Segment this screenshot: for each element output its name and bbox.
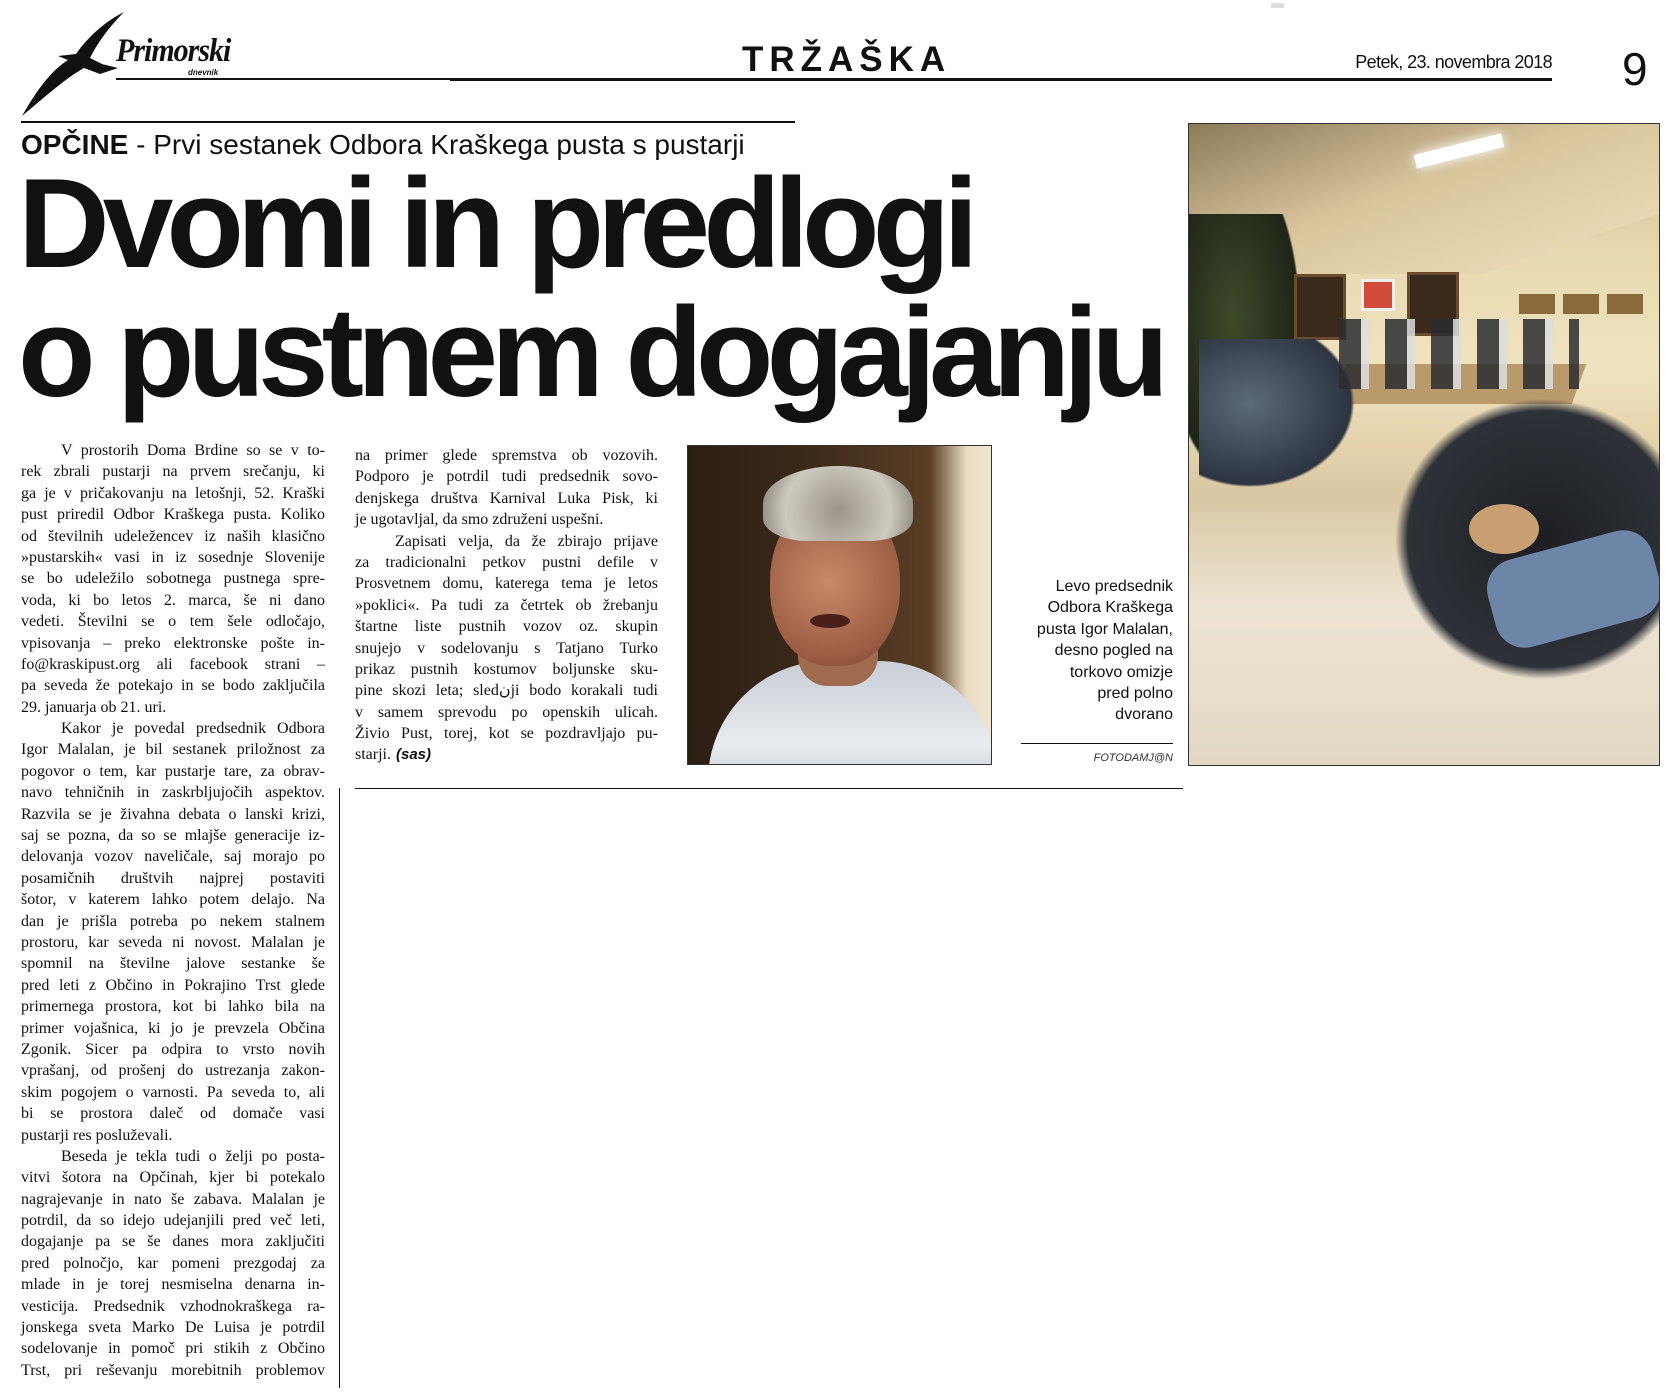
- text-line: [21, 1360, 325, 1381]
- caption-line: torkovo omizje: [1069, 663, 1173, 681]
- text-line-content: je ugotavljal, da smo združeni uspešni.: [355, 511, 604, 529]
- text-line: [355, 445, 658, 466]
- text-line: [21, 654, 325, 675]
- text-line: [21, 1146, 325, 1167]
- text-line-content: Trst, pri reševanju morebitnih problemov: [21, 1361, 325, 1379]
- text-line-content: od številnih udeležencev iz naših klasično: [21, 527, 325, 545]
- text-line: [21, 996, 325, 1017]
- text-line: [21, 825, 325, 846]
- text-line-content: ga je v pričakovanju na letošnji, 52. Kraški: [21, 484, 325, 502]
- text-line-content: vprašanj, od prošenj do ustrezanja zakon-: [21, 1062, 325, 1080]
- caption-line: Odbora Kraškega: [1047, 599, 1173, 617]
- seagull-logo-icon: [18, 8, 128, 120]
- logo: [18, 8, 238, 120]
- text-line-content: posamičnih društvih najprej postaviti: [21, 869, 325, 887]
- text-line: [355, 552, 658, 573]
- text-line-content: štartne liste pustnih vozov oz. skupin: [355, 618, 658, 636]
- text-line: [21, 782, 325, 803]
- text-line: [21, 804, 325, 825]
- text-line: [21, 1338, 325, 1359]
- text-line: [21, 1103, 325, 1124]
- text-line-content: vpisovanja – preko elektronske pošte in-: [21, 634, 325, 652]
- text-line-content: Igor Malalan, je bil sestanek priložnost za: [21, 741, 325, 759]
- photo-credit: FOTODAMJ@N: [1093, 752, 1173, 764]
- text-line: [21, 483, 325, 504]
- text-line-content: starji.: [355, 746, 391, 764]
- portrait-photo: [687, 445, 992, 765]
- section-title: TRŽAŠKA: [742, 40, 952, 79]
- text-line-content: dogajanje pa se še danes mora zaključiti: [21, 1233, 325, 1251]
- text-line-content: za tradicionalni petkov pustni defile v: [355, 553, 658, 571]
- text-line-content: pust priredil Odbor Kraškega pusta. Koliko: [21, 506, 325, 524]
- text-line: [21, 1231, 325, 1252]
- text-line-content: vitvi šotora na Opčinah, kjer bi potekalo: [21, 1169, 325, 1187]
- text-line: [21, 1210, 325, 1231]
- text-line: [21, 1018, 325, 1039]
- text-line-content: Podporo je potrdil tudi predsednik sovo-: [355, 468, 658, 486]
- text-line: [21, 1125, 325, 1146]
- text-line: [21, 718, 325, 739]
- caption-line: pusta Igor Malalan,: [1036, 620, 1173, 638]
- article-column-2: [355, 445, 658, 766]
- text-line: [21, 697, 325, 718]
- text-line-content: Razvila se je živahna debata o lanski krizi,: [21, 805, 325, 823]
- page-number: 9: [1622, 43, 1648, 95]
- text-line-content: vesticija. Predsednik vzhodnokraškega ra-: [21, 1297, 325, 1315]
- caption-line: pred polno: [1097, 685, 1173, 703]
- text-line-content: dan je prišla potreba po nekem stalnem: [21, 912, 325, 930]
- header-rule-left: [116, 78, 450, 80]
- text-line-content: bi se prostora daleč od domače vasi: [21, 1105, 325, 1123]
- text-line: [355, 466, 658, 487]
- text-line: [21, 932, 325, 953]
- kicker-label: OPČINE: [21, 129, 129, 160]
- text-line-content: Zapisati velja, da že zbirajo prijave: [395, 532, 658, 550]
- text-line: [21, 739, 325, 760]
- text-line: [21, 1253, 325, 1274]
- text-line: [21, 846, 325, 867]
- text-line: [21, 911, 325, 932]
- text-line-content: voda, ki bo letos 2. marca, še ni dano: [21, 591, 325, 609]
- text-line-content: se bo udeležilo sobotnega pustnega spre-: [21, 570, 325, 588]
- caption-line: dvorano: [1115, 706, 1173, 724]
- text-line: [21, 953, 325, 974]
- text-line-content: primer vojašnica, ki jo je prevzela Občina: [21, 1019, 325, 1037]
- text-line-content: fo@kraskipust.org ali facebook strani –: [21, 655, 325, 673]
- text-line-content: v samem sprevodu po openskih ulicah.: [355, 703, 658, 721]
- text-line: [21, 590, 325, 611]
- text-line: [355, 702, 658, 723]
- text-line: [355, 723, 658, 744]
- caption-rule: [1021, 743, 1173, 744]
- article-bottom-rule: [355, 788, 1183, 789]
- text-line-content: spomnil na številne jalove sestanke še: [21, 955, 325, 973]
- text-line-content: skim pogojem o varnosti. Pa seveda to, ali: [21, 1083, 325, 1101]
- article-column-1: [21, 440, 325, 1381]
- picture: [1361, 279, 1395, 311]
- text-line-content: Zgonik. Sicer pa odpira to vrsto novih: [21, 1040, 325, 1058]
- text-line-content: Beseda je tekla tudi o želji po posta-: [61, 1147, 325, 1165]
- text-line: [355, 573, 658, 594]
- text-line-content: »poklici«. Pa tudi za četrtek ob žrebanju: [355, 596, 658, 614]
- header-rule: [450, 78, 1552, 81]
- text-line: [21, 975, 325, 996]
- text-line: [21, 1274, 325, 1295]
- hair: [763, 466, 913, 541]
- text-line: [21, 868, 325, 889]
- column-divider: [339, 788, 340, 1388]
- text-line: [21, 675, 325, 696]
- text-line-content: Prosvetnem domu, katerega tema je letos: [355, 575, 658, 593]
- text-line: [355, 595, 658, 616]
- text-line-content: delovanja vozov naveličale, saj morajo po: [21, 848, 325, 866]
- text-line: [355, 616, 658, 637]
- text-line: [355, 531, 658, 552]
- text-line: [355, 680, 658, 701]
- caption-line: Levo predsednik: [1055, 578, 1173, 595]
- text-line-content: denjskega društva Karnival Luka Pisk, ki: [355, 489, 658, 507]
- text-line: [355, 659, 658, 680]
- issue-date: Petek, 23. novembra 2018: [1355, 52, 1552, 72]
- text-line-content: V prostorih Doma Brdine so se v to-: [61, 442, 325, 459]
- text-line-content: jonskega sveta Marko De Luisa je potrdil: [21, 1319, 325, 1337]
- text-line-content: pogovor o tem, kar pustarje tare, za obrav-: [21, 762, 325, 780]
- text-line-content: Kakor je povedal predsednik Odbora: [61, 720, 325, 738]
- brand-subtitle: dnevnik: [188, 68, 219, 77]
- text-line-content: Živio Pust, torej, kot se pozdravljajo pu-: [355, 725, 658, 743]
- text-line: [21, 1060, 325, 1081]
- text-line-content: navo tehničnih in zaskrbljujočih aspektov.: [21, 784, 325, 802]
- text-line: [21, 1082, 325, 1103]
- text-line: [21, 1296, 325, 1317]
- text-line: [21, 1039, 325, 1060]
- kicker-rule: [21, 121, 795, 123]
- text-line: [21, 1189, 325, 1210]
- text-line: [21, 547, 325, 568]
- text-line-content: primernega prostora, kot bi lahko bila na: [21, 998, 325, 1016]
- text-line-content: pa seveda že potekajo in se bodo zaključila: [21, 677, 325, 695]
- text-line-content: snujejo v sodelovanju s Tatjano Turko: [355, 639, 658, 657]
- text-line: [21, 504, 325, 525]
- headline-line-1: Dvomi in predlogi: [18, 152, 972, 294]
- text-line: [21, 440, 325, 461]
- text-line-content: mlade in je torej nesmiselna denarna in-: [21, 1276, 325, 1294]
- text-line: [21, 526, 325, 547]
- text-line: [21, 461, 325, 482]
- text-line: [21, 1167, 325, 1188]
- kicker-text: - Prvi sestanek Odbora Kraškega pusta s pustarji: [128, 129, 745, 160]
- text-line: [21, 1317, 325, 1338]
- text-line: [21, 633, 325, 654]
- text-line-content: prikaz pustnih kostumov boljunske sku-: [355, 660, 658, 678]
- text-line-content: pred leti z Občino in Pokrajino Trst glede: [21, 976, 325, 994]
- text-line: [355, 488, 658, 509]
- text-line-content: nagrajevanje in nato še zabava. Malalan je: [21, 1190, 325, 1208]
- text-line-content: pustarji res posluževali.: [21, 1126, 173, 1144]
- text-line-content: šotor, v katerem lahko potem delajo. Na: [21, 891, 325, 909]
- brand-name: Primorski: [116, 32, 231, 69]
- text-line: [21, 761, 325, 782]
- text-line-content: na primer glede spremstva ob vozovih.: [355, 447, 658, 464]
- scan-mark: [1271, 3, 1284, 8]
- text-line-content: pine skozi leta; sledنji bodo korakali tudi: [355, 682, 658, 700]
- caption-line: desno pogled na: [1054, 642, 1173, 660]
- meeting-room-photo: [1188, 123, 1660, 766]
- text-line: [21, 611, 325, 632]
- text-line-content: vedeti. Številni se o tem šele odločajo,: [21, 613, 325, 631]
- photo-caption: [1037, 576, 1173, 726]
- text-line-content: saj se pozna, da so se mlajše generacije iz-: [21, 827, 325, 845]
- text-line-content: rek zbrali pustarji na prvem srečanju, ki: [21, 463, 325, 481]
- paintings: [1519, 294, 1649, 314]
- text-line: [21, 568, 325, 589]
- text-line: [355, 638, 658, 659]
- text-line-content: sodelovanje in pomoč pri stikih z Občino: [21, 1340, 325, 1358]
- text-line: [355, 509, 658, 530]
- text-line-content: prostoru, kar seveda ni novost. Malalan je: [21, 933, 325, 951]
- mouth: [810, 614, 850, 628]
- headline-line-2: o pustnem dogajanju: [18, 281, 1163, 423]
- author-signature: (sas): [396, 746, 432, 764]
- text-line-content: pred polnočjo, kar pomeni prezgodaj za: [21, 1254, 325, 1272]
- text-line: [355, 744, 658, 765]
- fur-collar: [1469, 504, 1539, 554]
- text-line: [21, 889, 325, 910]
- text-line-content: 29. januarja ob 21. uri.: [21, 698, 167, 716]
- text-line-content: »pustarskih« vasi in iz sosednje Slovenije: [21, 548, 325, 566]
- text-line-content: potrdil, da so idejo udejanjili pred več leti,: [21, 1212, 325, 1230]
